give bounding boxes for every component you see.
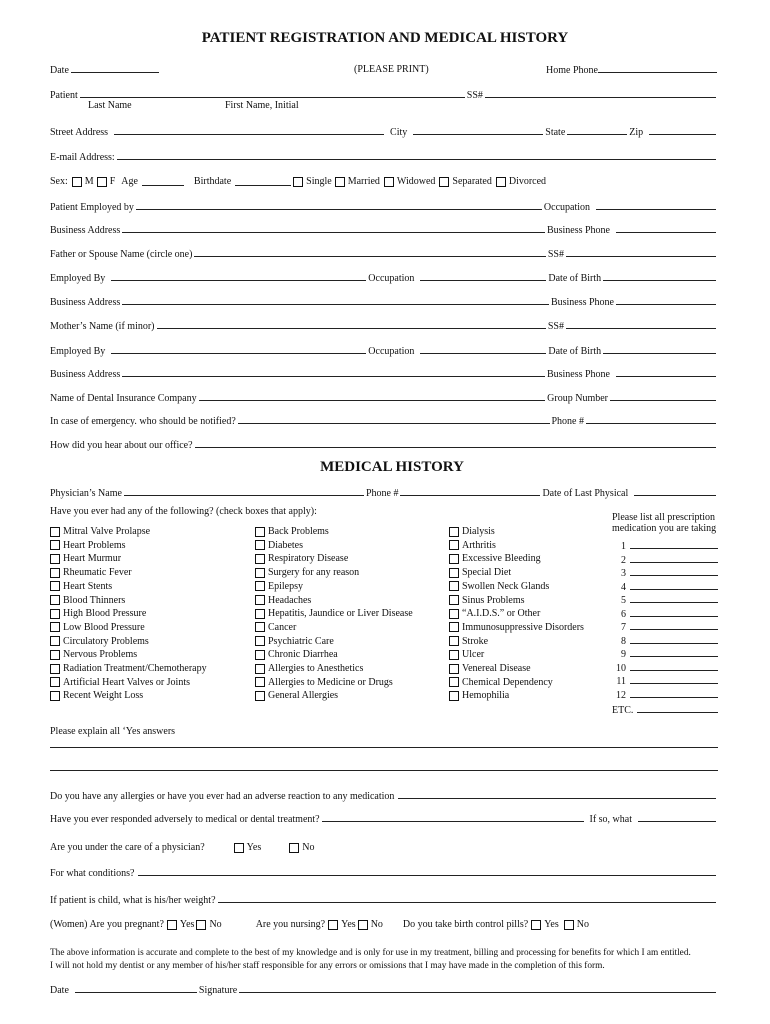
condition-label: Psychiatric Care <box>268 635 334 647</box>
rx-blank[interactable] <box>630 635 718 644</box>
state-label: State <box>545 127 566 138</box>
condition-item[interactable] <box>449 662 531 675</box>
condition-item[interactable] <box>449 539 496 552</box>
last-physical-label: Date of Last Physical <box>542 488 629 499</box>
referral-label: How did you hear about our office? <box>50 440 193 451</box>
condition-item[interactable] <box>50 594 125 607</box>
explain-label: Please explain all ‘Yes answers <box>50 726 176 737</box>
condition-item[interactable] <box>50 648 137 661</box>
condition-label: Surgery for any reason <box>268 567 360 579</box>
spouse-business-phone-label: Business Phone <box>550 297 614 308</box>
condition-checkbox[interactable] <box>255 595 265 605</box>
condition-checkbox[interactable] <box>449 636 459 646</box>
rx-number: 10 <box>616 662 626 674</box>
condition-checkbox[interactable] <box>255 691 265 701</box>
condition-item[interactable] <box>449 566 511 579</box>
condition-checkbox[interactable] <box>449 554 459 564</box>
physician-phone-label: Phone # <box>365 488 399 499</box>
age-label: Age <box>121 176 138 187</box>
insurance-row[interactable] <box>50 392 718 404</box>
rx-line[interactable] <box>612 540 718 552</box>
rx-heading-line-1: Please list all prescription <box>612 512 716 523</box>
condition-checkbox[interactable] <box>449 581 459 591</box>
condition-checkbox[interactable] <box>50 554 60 564</box>
emergency-label: In case of emergency. who should be notified? <box>50 416 236 427</box>
pregnant-no-checkbox[interactable] <box>196 920 206 930</box>
birthdate-label: Birthdate <box>193 176 232 187</box>
male-checkbox[interactable] <box>72 177 82 187</box>
condition-item[interactable] <box>449 689 509 702</box>
patient-employer-label: Patient Employed by <box>50 202 134 213</box>
age-field[interactable] <box>142 177 184 186</box>
condition-label: Headaches <box>268 594 312 606</box>
adverse-row[interactable] <box>50 813 718 825</box>
condition-checkbox[interactable] <box>255 527 265 537</box>
condition-label: Radiation Treatment/Chemotherapy <box>63 663 207 674</box>
condition-label: Heart Problems <box>63 539 126 551</box>
condition-label: Hemophilia <box>462 690 510 702</box>
birth-control-no-checkbox[interactable] <box>564 920 574 930</box>
spouse-employer-label: Employed By <box>50 273 106 284</box>
last-name-caption: Last Name <box>88 100 132 111</box>
condition-checkbox[interactable] <box>449 595 459 605</box>
mother-business-address-label: Business Address <box>50 369 121 380</box>
rx-heading-line-2: medication you are taking <box>612 523 717 534</box>
condition-item[interactable] <box>50 621 145 634</box>
pregnant-question: (Women) Are you pregnant? <box>50 919 164 930</box>
condition-label: Heart Stents <box>63 580 113 592</box>
email-label: E-mail Address: <box>50 152 115 163</box>
condition-item[interactable] <box>50 552 121 565</box>
birth-control-yes-label: Yes <box>544 919 559 930</box>
condition-item[interactable] <box>255 689 338 702</box>
condition-label: Stroke <box>462 635 489 647</box>
single-label: Single <box>306 176 332 187</box>
condition-checkbox[interactable] <box>50 677 60 687</box>
please-print-note: (PLEASE PRINT) <box>354 64 429 75</box>
footer-signature-label: Signature <box>198 985 238 996</box>
condition-checkbox[interactable] <box>50 622 60 632</box>
married-label: Married <box>347 176 380 187</box>
sex-label: Sex: <box>50 176 68 187</box>
condition-checkbox[interactable] <box>255 554 265 564</box>
mother-label: Mother’s Name (if minor) <box>50 321 155 332</box>
rx-line[interactable] <box>612 648 718 660</box>
explain-line-1[interactable] <box>50 747 718 748</box>
widowed-label: Widowed <box>396 176 436 187</box>
rx-blank[interactable] <box>630 662 718 671</box>
condition-checkbox[interactable] <box>50 527 60 537</box>
condition-item[interactable] <box>50 566 132 579</box>
rx-blank[interactable] <box>630 567 718 576</box>
condition-label: Hepatitis, Jaundice or Liver Disease <box>268 608 413 620</box>
patient-label: Patient <box>50 90 78 101</box>
spouse-dob-label: Date of Birth <box>548 273 602 284</box>
condition-label: Respiratory Disease <box>268 553 349 565</box>
mother-ss-label: SS# <box>547 321 564 332</box>
rx-number: 8 <box>621 635 626 647</box>
condition-item[interactable] <box>50 689 143 702</box>
condition-label: Excessive Bleeding <box>462 553 541 565</box>
condition-label: Recent Weight Loss <box>63 690 144 702</box>
condition-checkbox[interactable] <box>50 664 60 674</box>
emergency-phone-label: Phone # <box>551 416 584 427</box>
explain-line-2[interactable] <box>50 770 718 771</box>
mother-business-phone-label: Business Phone <box>546 369 610 380</box>
rx-number: 6 <box>621 608 626 620</box>
condition-label: Venereal Disease <box>462 663 531 674</box>
rx-number: 7 <box>621 622 626 633</box>
separated-label: Separated <box>452 176 492 187</box>
patient-business-address-label: Business Address <box>50 225 121 236</box>
condition-label: Low Blood Pressure <box>63 621 145 633</box>
condition-checkbox[interactable] <box>255 664 265 674</box>
spouse-employer-row[interactable] <box>50 272 718 284</box>
date-label: Date <box>50 65 69 76</box>
rx-line[interactable] <box>612 662 718 674</box>
condition-label: High Blood Pressure <box>63 608 147 620</box>
condition-checkbox[interactable] <box>255 568 265 578</box>
condition-item[interactable] <box>50 662 207 675</box>
rx-line[interactable] <box>612 594 718 606</box>
rx-line[interactable] <box>612 689 718 701</box>
statement-line-2: I will not hold my dentist or any member of his/her staff responsible for any errors or omissions that I may have made in the completion of this form. <box>50 961 605 971</box>
home-phone-field[interactable] <box>546 64 717 76</box>
page-title: PATIENT REGISTRATION AND MEDICAL HISTORY <box>201 30 569 46</box>
condition-item[interactable] <box>50 635 149 648</box>
condition-checkbox[interactable] <box>255 636 265 646</box>
nursing-yes-checkbox[interactable] <box>328 920 338 930</box>
condition-label: “A.I.D.S.” or Other <box>462 608 541 620</box>
condition-checkbox[interactable] <box>50 581 60 591</box>
condition-label: Immunosuppressive Disorders <box>462 621 584 633</box>
emergency-row[interactable] <box>50 415 718 427</box>
spouse-business-row[interactable] <box>50 296 718 308</box>
rx-blank[interactable] <box>630 621 718 630</box>
patient-ss-label: SS# <box>466 90 483 101</box>
spouse-label: Father or Spouse Name (circle one) <box>50 249 193 260</box>
condition-checkbox[interactable] <box>449 527 459 537</box>
single-checkbox[interactable] <box>293 177 303 187</box>
statement-line-1: The above information is accurate and complete to the best of my knowledge and is only for use in my treatment, billing and processing for benefits for which I am entitled. <box>50 948 691 958</box>
condition-checkbox[interactable] <box>449 622 459 632</box>
rx-number: 5 <box>621 595 626 606</box>
spouse-ss-label: SS# <box>547 249 564 260</box>
rx-number: 2 <box>621 554 626 566</box>
condition-label: Diabetes <box>268 539 303 551</box>
condition-checkbox[interactable] <box>50 568 60 578</box>
condition-label: Artificial Heart Valves or Joints <box>63 676 191 688</box>
condition-label: Epilepsy <box>268 580 303 592</box>
conditions-row[interactable] <box>50 867 718 879</box>
condition-item[interactable] <box>449 552 541 565</box>
email-row[interactable] <box>50 151 718 163</box>
rx-blank[interactable] <box>630 540 718 549</box>
birth-control-yes-checkbox[interactable] <box>531 920 541 930</box>
mother-dob-label: Date of Birth <box>548 346 602 357</box>
birthdate-field[interactable] <box>235 177 291 186</box>
nursing-no-checkbox[interactable] <box>358 920 368 930</box>
condition-item[interactable] <box>50 607 146 620</box>
rx-line[interactable] <box>612 608 718 620</box>
rx-heading <box>612 512 716 534</box>
date-field[interactable] <box>50 64 159 76</box>
condition-label: Blood Thinners <box>63 594 126 606</box>
mother-employer-label: Employed By <box>50 346 106 357</box>
mother-occupation-label: Occupation <box>368 346 415 357</box>
mother-row[interactable] <box>50 320 718 332</box>
condition-label: Swollen Neck Glands <box>462 580 550 592</box>
condition-checkbox[interactable] <box>449 650 459 660</box>
group-number-label: Group Number <box>547 393 608 404</box>
condition-item[interactable] <box>255 525 329 538</box>
nursing-question: Are you nursing? <box>255 919 326 930</box>
rx-etc-label: ETC. <box>612 705 634 716</box>
condition-item[interactable] <box>255 566 359 579</box>
care-question: Are you under the care of a physician? <box>50 842 205 853</box>
condition-checkbox[interactable] <box>449 609 459 619</box>
pregnant-yes-checkbox[interactable] <box>167 920 177 930</box>
care-yes-label: Yes <box>246 842 262 853</box>
condition-item[interactable] <box>50 539 126 552</box>
male-label: M <box>84 176 94 187</box>
married-checkbox[interactable] <box>335 177 345 187</box>
care-yes-checkbox[interactable] <box>234 843 244 853</box>
condition-label: General Allergies <box>268 690 339 702</box>
spouse-occupation-label: Occupation <box>368 273 415 284</box>
condition-item[interactable] <box>449 594 525 607</box>
zip-label: Zip <box>629 127 644 138</box>
female-checkbox[interactable] <box>97 177 107 187</box>
condition-checkbox[interactable] <box>255 609 265 619</box>
address-row[interactable] <box>50 126 718 138</box>
condition-label: Special Diet <box>462 567 512 579</box>
condition-checkbox[interactable] <box>449 664 459 674</box>
condition-item[interactable] <box>255 552 348 565</box>
condition-item[interactable] <box>449 648 484 661</box>
sex-marital-row <box>50 176 546 187</box>
if-so-label: If so, what <box>589 814 632 825</box>
insurance-label: Name of Dental Insurance Company <box>50 393 197 404</box>
birth-control-no-label: No <box>576 919 589 930</box>
condition-item[interactable] <box>449 580 549 593</box>
condition-label: Circulatory Problems <box>63 635 149 647</box>
patient-employer-row[interactable] <box>50 201 718 213</box>
condition-label: Chronic Diarrhea <box>268 649 338 661</box>
physician-name-label: Physician’s Name <box>50 488 122 499</box>
rx-number: 9 <box>621 649 626 660</box>
rx-line[interactable] <box>612 554 718 566</box>
rx-etc-row[interactable] <box>612 704 718 716</box>
condition-item[interactable] <box>255 635 334 648</box>
rx-line[interactable] <box>612 621 718 633</box>
care-no-checkbox[interactable] <box>289 843 299 853</box>
women-row <box>50 919 589 930</box>
rx-number: 11 <box>616 676 626 687</box>
rx-line[interactable] <box>612 675 718 687</box>
care-row <box>50 842 314 853</box>
patient-occupation-label: Occupation <box>543 202 590 213</box>
condition-item[interactable] <box>255 676 393 689</box>
street-label: Street Address <box>50 127 109 138</box>
condition-item[interactable] <box>255 662 363 675</box>
medical-history-title: MEDICAL HISTORY <box>320 459 464 475</box>
rx-blank[interactable] <box>630 581 718 590</box>
rx-blank[interactable] <box>630 648 718 657</box>
divorced-label: Divorced <box>508 176 547 187</box>
allergies-question: Do you have any allergies or have you ever had an adverse reaction to any medication <box>50 791 395 802</box>
condition-label: Sinus Problems <box>462 594 525 606</box>
condition-item[interactable] <box>449 525 495 538</box>
condition-label: Arthritis <box>462 539 496 551</box>
condition-item[interactable] <box>255 621 296 634</box>
rx-blank[interactable] <box>630 594 718 603</box>
rx-number: 4 <box>621 581 626 593</box>
condition-checkbox[interactable] <box>50 691 60 701</box>
spouse-business-address-label: Business Address <box>50 297 121 308</box>
condition-label: Nervous Problems <box>63 649 138 661</box>
condition-item[interactable] <box>50 676 190 689</box>
condition-checkbox[interactable] <box>255 677 265 687</box>
condition-label: Cancer <box>268 621 297 633</box>
condition-label: Heart Murmur <box>63 553 122 565</box>
weight-row[interactable] <box>50 894 718 906</box>
nursing-no-label: No <box>370 919 383 930</box>
allergies-row[interactable] <box>50 790 718 802</box>
condition-item[interactable] <box>449 676 553 689</box>
condition-item[interactable] <box>255 594 311 607</box>
patient-row[interactable] <box>50 89 718 101</box>
female-label: F <box>109 176 116 187</box>
condition-checkbox[interactable] <box>50 609 60 619</box>
referral-row[interactable] <box>50 439 718 451</box>
pregnant-yes-label: Yes <box>179 919 195 930</box>
rx-line[interactable] <box>612 581 718 593</box>
divorced-checkbox[interactable] <box>496 177 506 187</box>
condition-checkbox[interactable] <box>50 636 60 646</box>
conditions-what-label: For what conditions? <box>50 868 135 879</box>
weight-label: If patient is child, what is his/her weight? <box>50 895 216 906</box>
pregnant-no-label: No <box>209 919 222 930</box>
footer-row[interactable] <box>50 984 718 996</box>
rx-blank[interactable] <box>630 608 718 617</box>
mother-business-row[interactable] <box>50 368 718 380</box>
condition-item[interactable] <box>255 580 303 593</box>
condition-item[interactable] <box>50 580 112 593</box>
condition-checkbox[interactable] <box>449 677 459 687</box>
birth-control-question: Do you take birth control pills? <box>402 919 529 930</box>
nursing-yes-label: Yes <box>341 919 356 930</box>
condition-checkbox[interactable] <box>50 540 60 550</box>
condition-checkbox[interactable] <box>255 540 265 550</box>
widowed-checkbox[interactable] <box>384 177 394 187</box>
condition-item[interactable] <box>449 621 584 634</box>
condition-label: Dialysis <box>462 526 495 537</box>
home-phone-label: Home Phone <box>546 65 598 76</box>
physician-row[interactable] <box>50 487 718 499</box>
rx-number: 3 <box>621 568 626 579</box>
condition-checkbox[interactable] <box>255 650 265 660</box>
rx-blank[interactable] <box>630 675 718 684</box>
city-label: City <box>390 127 408 138</box>
condition-label: Mitral Valve Prolapse <box>63 526 151 537</box>
condition-item[interactable] <box>255 648 338 661</box>
spouse-row[interactable] <box>50 248 718 260</box>
condition-checkbox[interactable] <box>255 581 265 591</box>
condition-label: Chemical Dependency <box>462 676 553 688</box>
statement <box>50 947 691 973</box>
condition-checkbox[interactable] <box>449 540 459 550</box>
rx-number: 12 <box>616 689 626 701</box>
condition-checkbox[interactable] <box>449 691 459 701</box>
patient-business-phone-label: Business Phone <box>546 225 610 236</box>
condition-item[interactable] <box>255 539 303 552</box>
condition-checkbox[interactable] <box>449 568 459 578</box>
condition-checkbox[interactable] <box>50 650 60 660</box>
footer-date-label: Date <box>50 985 69 996</box>
adverse-question: Have you ever responded adversely to medical or dental treatment? <box>50 814 320 825</box>
condition-item[interactable] <box>449 607 540 620</box>
condition-label: Rheumatic Fever <box>63 567 132 579</box>
mother-employer-row[interactable] <box>50 345 718 357</box>
condition-label: Allergies to Medicine or Drugs <box>268 676 393 688</box>
condition-item[interactable] <box>255 607 413 620</box>
rx-line[interactable] <box>612 635 718 647</box>
condition-label: Ulcer <box>462 649 485 661</box>
condition-label: Back Problems <box>268 526 329 537</box>
condition-checkbox[interactable] <box>50 595 60 605</box>
separated-checkbox[interactable] <box>439 177 449 187</box>
conditions-question: Have you ever had any of the following? (check boxes that apply): <box>50 506 317 517</box>
condition-item[interactable] <box>449 635 488 648</box>
condition-label: Allergies to Anesthetics <box>268 663 364 674</box>
patient-business-row[interactable] <box>50 224 718 236</box>
rx-blank[interactable] <box>630 554 718 563</box>
rx-line[interactable] <box>612 567 718 579</box>
care-no-label: No <box>302 842 315 853</box>
rx-number: 1 <box>621 541 626 552</box>
condition-item[interactable] <box>50 525 150 538</box>
condition-checkbox[interactable] <box>255 622 265 632</box>
first-name-caption: First Name, Initial <box>225 100 299 111</box>
rx-blank[interactable] <box>630 689 718 698</box>
